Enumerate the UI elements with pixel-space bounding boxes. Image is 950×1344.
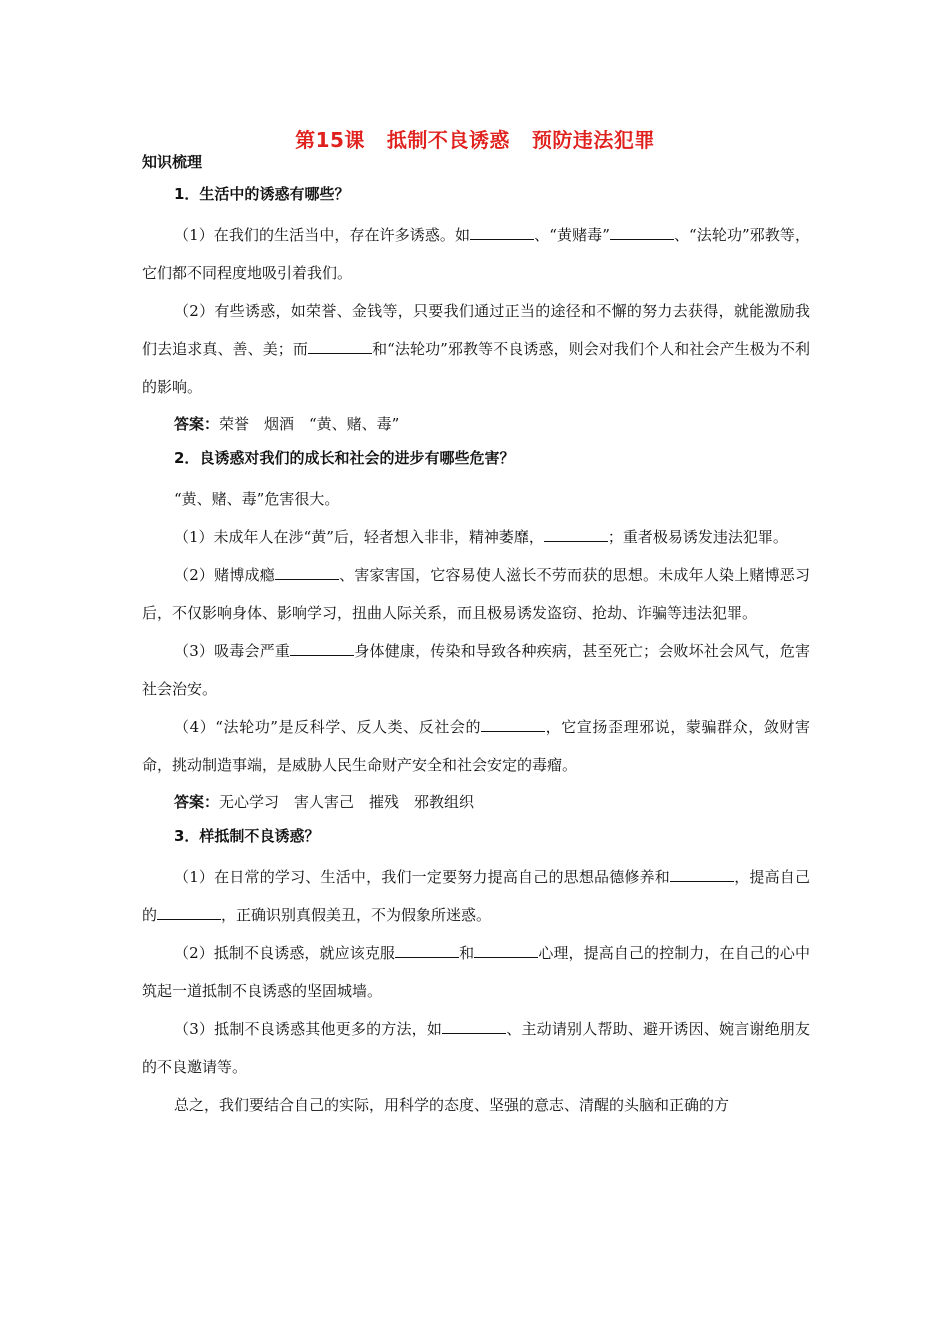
answer-label: 答案： <box>174 415 220 433</box>
lesson-title <box>0 124 950 153</box>
knowledge-heading: 知识梳理 <box>142 153 203 171</box>
fill-blank <box>395 943 459 958</box>
fill-blank <box>610 225 674 240</box>
answer-label: 答案： <box>174 793 220 811</box>
fill-blank <box>308 339 372 354</box>
s1-paragraph-1: （1）在我们的生活当中，存在许多诱惑。如 、“黄赌毒” 、“法轮功”邪教等，它们都不同程度地吸引着我们。 <box>142 226 811 282</box>
fill-blank <box>544 527 608 542</box>
answer-2 <box>142 792 810 812</box>
s3-paragraph-1: （1）在日常的学习、生活中，我们一定要努力提高自己的思想品德修养和 ，提高自己的 ，正确识别真假美丑，不为假象所迷惑。 <box>142 868 810 924</box>
fill-blank <box>275 565 339 580</box>
lesson-topic-2: 预防违法犯罪 <box>531 128 655 152</box>
s3-paragraph-2: （2）抵制不良诱惑，就应该克服 和 心理，提高自己的控制力，在自己的心中筑起一道抵制不良诱惑的坚固城墙。 <box>142 944 810 1000</box>
s2-paragraph-1: （1）未成年人在涉“黄”后，轻者想入非非，精神萎靡， ；重者极易诱发违法犯罪。 <box>174 528 788 546</box>
lesson-topic-1: 抵制不良诱惑 <box>386 128 510 152</box>
question-2: 2．良诱惑对我们的成长和社会的进步有哪些危害？ <box>174 449 515 467</box>
lesson-number: 第15课 <box>295 128 365 152</box>
s2-intro: “黄、赌、毒”危害很大。 <box>174 490 340 508</box>
fill-blank <box>474 943 538 958</box>
fill-blank <box>481 717 545 732</box>
fill-blank <box>670 867 734 882</box>
question-3: 3．样抵制不良诱惑？ <box>174 827 320 845</box>
fill-blank <box>442 1019 506 1034</box>
s2-paragraph-3: （3）吸毒会严重 身体健康，传染和导致各种疾病，甚至死亡；会败坏社会风气，危害社会治安。 <box>142 642 811 698</box>
answer-text: 荣誉 烟酒 “黄、赌、毒” <box>219 415 400 433</box>
fill-blank <box>157 905 221 920</box>
answer-text: 无心学习 害人害己 摧残 邪教组织 <box>219 793 475 811</box>
question-1: 1．生活中的诱惑有哪些？ <box>174 185 350 203</box>
document-body <box>142 152 810 1124</box>
s2-paragraph-2: （2）赌博成瘾 、害家害国，它容易使人滋长不劳而获的思想。未成年人染上赌博恶习后，不仅影响身体、影响学习，扭曲人际关系，而且极易诱发盗窃、抢劫、诈骗等违法犯罪。 <box>142 566 810 622</box>
s3-paragraph-3: （3）抵制不良诱惑其他更多的方法，如 、主动请别人帮助、避开诱因、婉言谢绝朋友的不良邀请等。 <box>142 1020 810 1076</box>
answer-1 <box>142 414 810 434</box>
fill-blank <box>470 225 534 240</box>
fill-blank <box>290 641 354 656</box>
s1-paragraph-2: （2）有些诱惑，如荣誉、金钱等，只要我们通过正当的途径和不懈的努力去获得，就能激励我们去追求真、善、美；而 和“法轮功”邪教等不良诱惑，则会对我们个人和社会产生极为不利的影响。 <box>142 302 810 396</box>
s3-paragraph-4: 总之，我们要结合自己的实际，用科学的态度、坚强的意志、清醒的头脑和正确的方 <box>174 1096 730 1114</box>
s2-paragraph-4: （4）“法轮功”是反科学、反人类、反社会的 ，它宣扬歪理邪说，蒙骗群众，敛财害命，挑动制造事端，是威胁人民生命财产安全和社会安定的毒瘤。 <box>142 718 810 774</box>
